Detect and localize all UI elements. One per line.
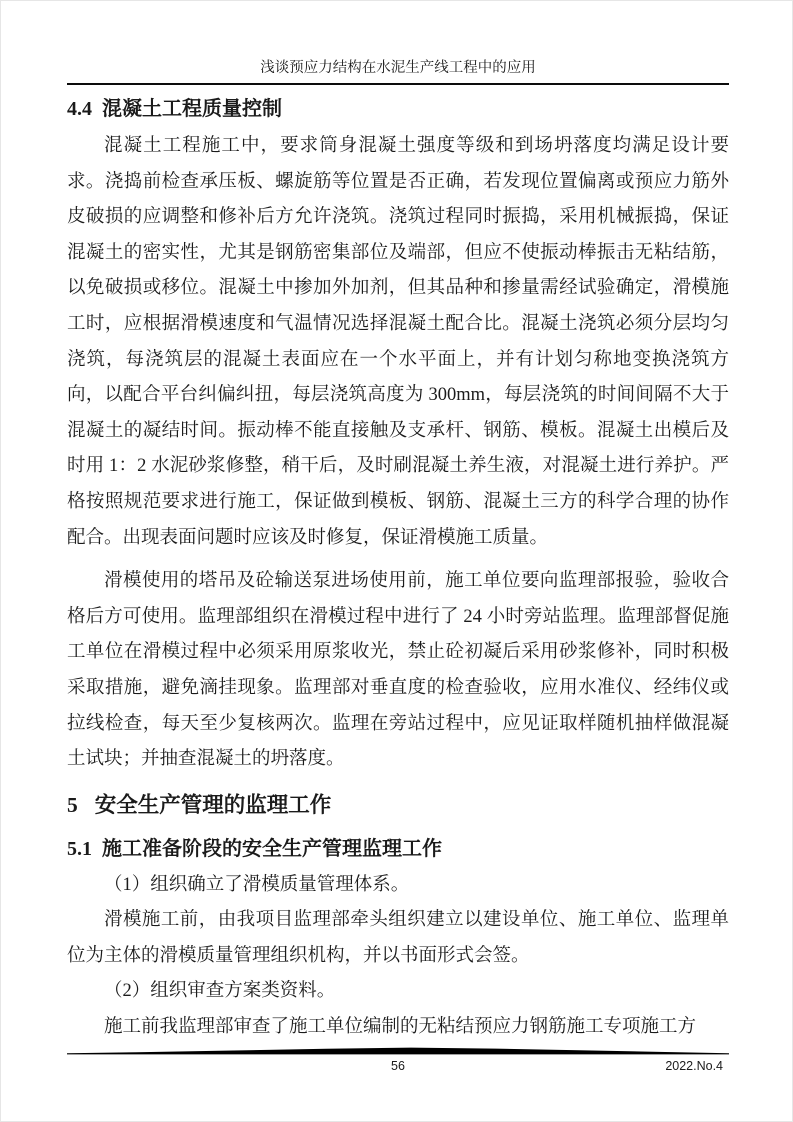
section-heading-5 [67,789,729,822]
page-content [1,1,792,1046]
running-title: 浅谈预应力结构在水泥生产线工程中的应用 [260,60,536,76]
footer-divider-bar [67,1047,729,1055]
page-footer [67,1047,729,1074]
footer-text-row [67,1058,729,1074]
issue-label: 2022.No.4 [665,1059,723,1073]
paragraph-scheme-review: 施工前我监理部审查了施工单位编制的无粘结预应力钢筋施工专项施工方 [104,1017,697,1038]
section-5-1-title: 施工准备阶段的安全生产管理监理工作 [102,837,442,860]
section-4-4-number: 4.4 [67,98,92,120]
paragraph-slipform-supervision: 滑模使用的塔吊及砼输送泵进场使用前，施工单位要向监理部报验，验收合格后方可使用。监理部组织在滑模过程中进行了 24 小时旁站监理。监理部督促施工单位在滑模过程中必须采用原浆收光，禁止砼初凝后采用砂浆修补，同时积极采取措施，避免滴挂现象。监理部对垂直度的检查验收，应用水准仪、经纬仪或拉线检查，每天至少复核两次。监理在旁站过程中，应见证取样随机抽样做混凝土试块；并抽查混凝土的坍落度。 [67,571,729,770]
section-5-title: 安全生产管理的监理工作 [94,792,332,817]
page-number: 56 [391,1059,405,1073]
section-4-4-title: 混凝土工程质量控制 [102,98,282,120]
section-heading-4-4 [67,94,729,124]
list-item-1: （1）组织确立了滑模质量管理体系。 [104,874,410,895]
section-heading-5-1 [67,834,729,864]
header-rule [67,83,729,85]
page-main [67,94,729,1046]
list-item-2: （2）组织审查方案类资料。 [104,981,336,1002]
paragraph-concrete-quality-control: 混凝土工程施工中，要求筒身混凝土强度等级和到场坍落度均满足设计要求。浇捣前检查承压板、螺旋筋等位置是否正确，若发现位置偏离或预应力筋外皮破损的应调整和修补后方允许浇筑。浇筑过程同时振捣，采用机械振捣，保证混凝土的密实性，尤其是钢筋密集部位及端部，但应不使振动棒振击无粘结筋，以免破损或移位。混凝土中掺加外加剂，但其品种和掺量需经试验确定，滑模施工时，应根据滑模速度和气温情况选择混凝土配合比。混凝土浇筑必须分层均匀浇筑，每浇筑层的混凝土表面应在一个水平面上，并有计划匀称地变换浇筑方向，以配合平台纠偏纠扭，每层浇筑高度为 300mm，每层浇筑的时间间隔不大于混凝土的凝结时间。振动棒不能直接触及支承杆、钢筋、模板。混凝土出模后及时用 1：2 水泥砂浆修整，稍干后，及时刷混凝土养生液，对混凝土进行养护。严格按照规范要求进行施工，保证做到模板、钢筋、混凝土三方的科学合理的协作配合。出现表面问题时应该及时修复，保证滑模施工质量。 [67,136,729,548]
paragraph-quality-org: 滑模施工前，由我项目监理部牵头组织建立以建设单位、施工单位、监理单位为主体的滑模质量管理组织机构，并以书面形式会签。 [67,910,729,966]
section-5-1-number: 5.1 [67,837,92,860]
section-5-number: 5 [67,792,78,817]
page-header [67,1,729,85]
